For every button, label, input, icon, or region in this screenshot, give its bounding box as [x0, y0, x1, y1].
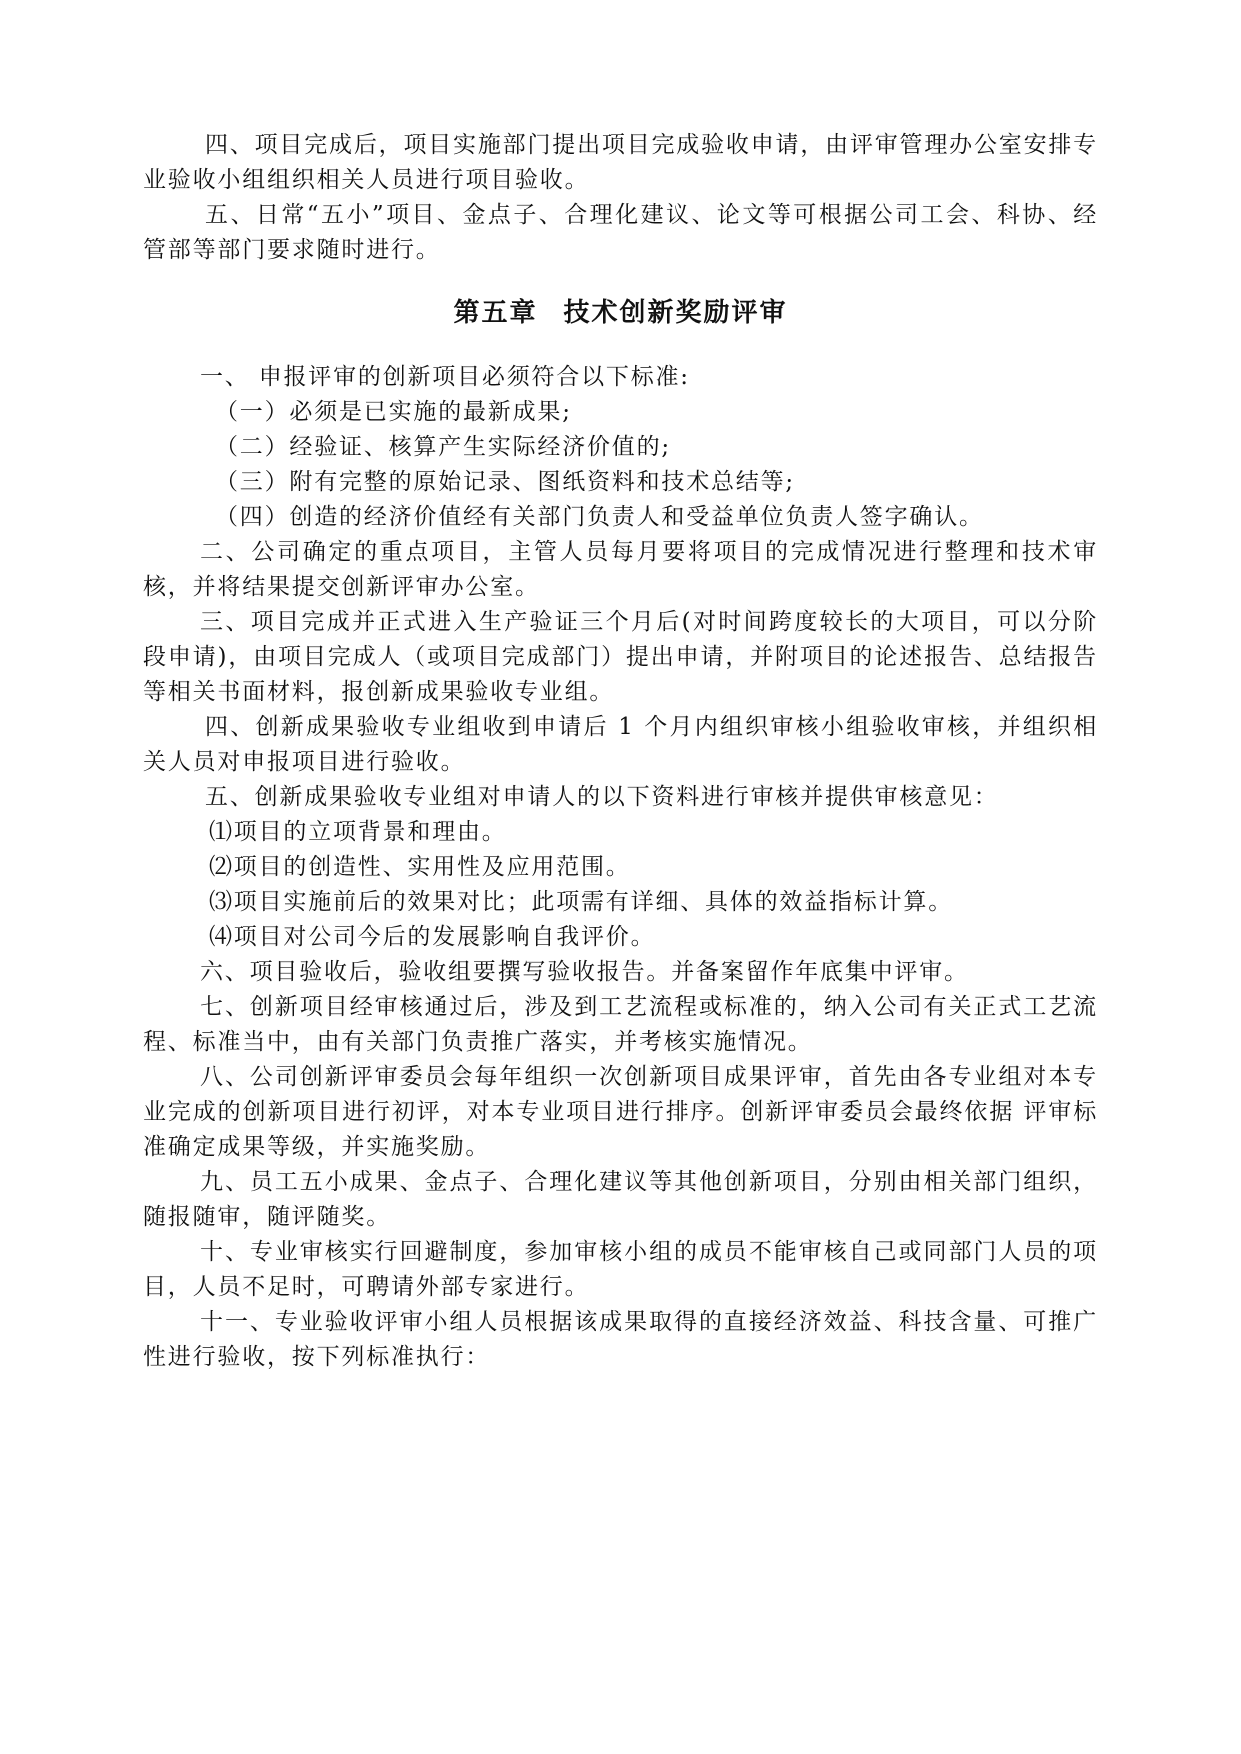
document-body	[143, 128, 1098, 1375]
criteria-intro: 一、 申报评审的创新项目必须符合以下标准:	[200, 364, 690, 390]
review-item: ⑶项目实施前后的效果对比；此项需有详细、具体的效益指标计算。	[209, 889, 953, 915]
chapter-heading	[143, 296, 1098, 330]
paragraph-review-materials: 五、创新成果验收专业组对申请人的以下资料进行审核并提供审核意见：	[205, 784, 999, 810]
chapter-number: 第五章	[453, 298, 538, 328]
criteria-item: （一）必须是已实施的最新成果;	[215, 399, 572, 425]
paragraph-recusal: 十、专业审核实行回避制度，参加审核小组的成员不能审核自己或同部门人员的项目，人员不足时，可聘请外部专家进行。	[143, 1239, 1098, 1300]
paragraph-review-timeline: 四、创新成果验收专业组收到申请后 1 个月内组织审核小组验收审核，并组织相关人员对申报项目进行验收。	[143, 714, 1098, 775]
paragraph-production-verification: 三、项目完成并正式进入生产验证三个月后(对时间跨度较长的大项目，可以分阶段申请)，由项目完成人（或项目完成部门）提出申请，并附项目的论述报告、总结报告等相关书面材料，报创新成果验收专业组。	[143, 609, 1098, 705]
paragraph-key-projects: 二、公司确定的重点项目，主管人员每月要将项目的完成情况进行整理和技术审核，并将结果提交创新评审办公室。	[143, 539, 1098, 600]
paragraph-evaluation-standards: 十一、专业验收评审小组人员根据该成果取得的直接经济效益、科技含量、可推广性进行验收，按下列标准执行：	[143, 1309, 1098, 1370]
paragraph-acceptance-report: 六、项目验收后，验收组要撰写验收报告。并备案留作年底集中评审。	[200, 959, 969, 985]
criteria-item: （二）经验证、核算产生实际经济价值的;	[215, 434, 671, 460]
paragraph-other-projects: 九、员工五小成果、金点子、合理化建议等其他创新项目，分别由相关部门组织，随报随审，随评随奖。	[143, 1169, 1098, 1230]
paragraph-completion-acceptance: 四、项目完成后，项目实施部门提出项目完成验收申请，由评审管理办公室安排专业验收小组组织相关人员进行项目验收。	[143, 132, 1098, 193]
chapter-title: 技术创新奖励评审	[563, 298, 788, 328]
review-item: ⑴项目的立项背景和理由。	[209, 819, 507, 845]
paragraph-daily-small-projects: 五、日常“五小”项目、金点子、合理化建议、论文等可根据公司工会、科协、经管部等部门要求随时进行。	[143, 202, 1098, 263]
criteria-item: （四）创造的经济价值经有关部门负责人和受益单位负责人签字确认。	[215, 504, 984, 530]
paragraph-process-standards: 七、创新项目经审核通过后，涉及到工艺流程或标准的，纳入公司有关正式工艺流程、标准当中，由有关部门负责推广落实，并考核实施情况。	[143, 994, 1098, 1055]
review-item: ⑵项目的创造性、实用性及应用范围。	[209, 854, 631, 880]
review-item: ⑷项目对公司今后的发展影响自我评价。	[209, 924, 656, 950]
paragraph-annual-review: 八、公司创新评审委员会每年组织一次创新项目成果评审，首先由各专业组对本专业完成的创新项目进行初评，对本专业项目进行排序。创新评审委员会最终依据 评审标准确定成果等级，并实施奖励。	[143, 1064, 1098, 1160]
criteria-item: （三）附有完整的原始记录、图纸资料和技术总结等;	[215, 469, 795, 495]
